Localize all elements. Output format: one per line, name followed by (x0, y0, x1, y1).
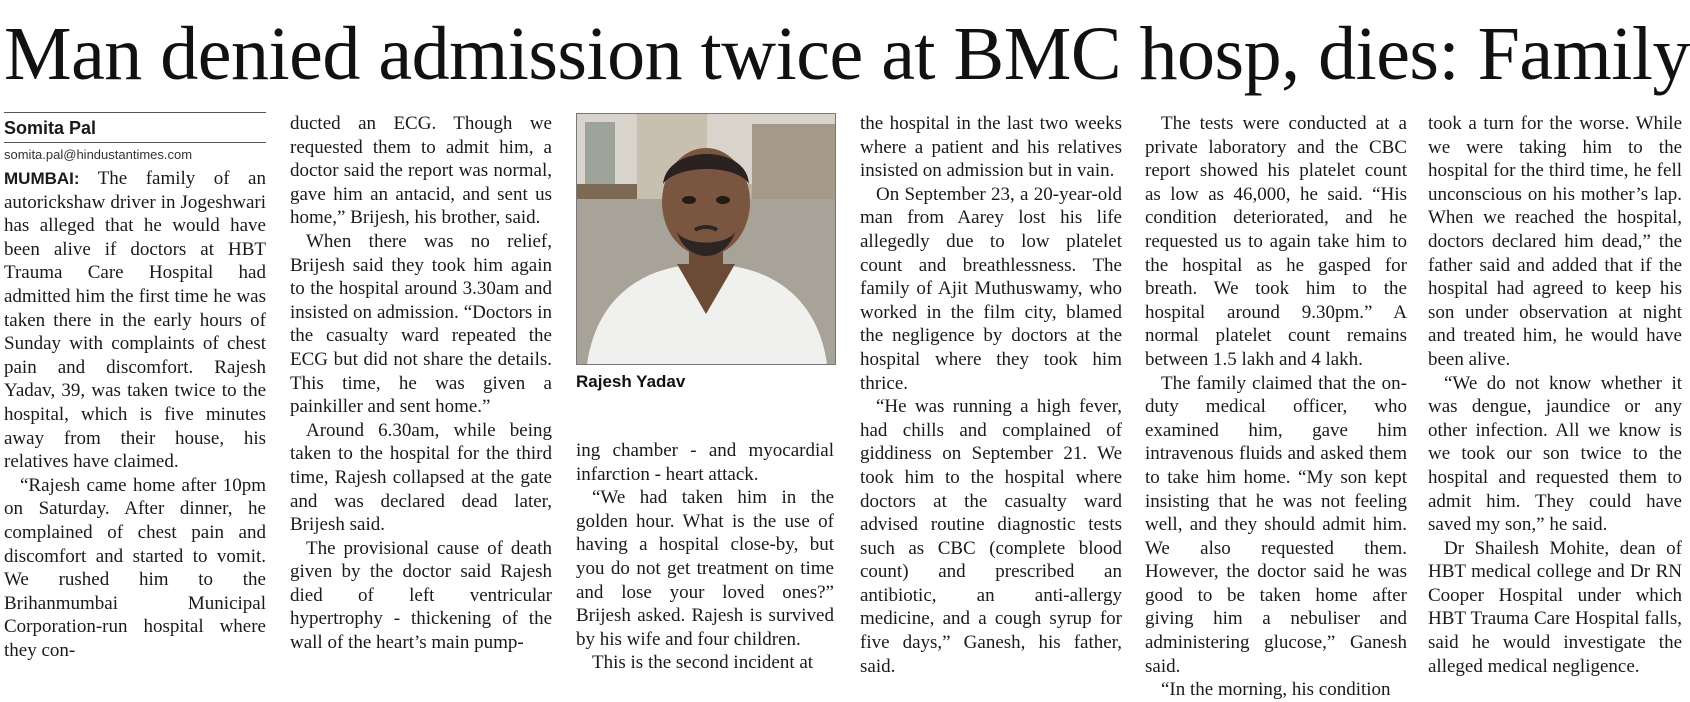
column-3-text (576, 439, 834, 675)
paragraph: took a turn for the worse. While we were taking him to the hospital for the third time, he fell unconscious on his mother’s lap. When we reached the hospital, doctors declared him dead,” the father said and added that if the hospital had agreed to keep his son under observation at night and treated him, he would have been alive. (1428, 113, 1682, 370)
column-4 (860, 112, 1122, 677)
column-6 (1428, 112, 1682, 677)
paragraph: Dr Shailesh Mohite, dean of HBT medical college and Dr RN Cooper Hospital under which HBT Trauma Care Hospital falls, said he would investigate the alleged medical negligence. (1428, 537, 1682, 677)
dateline: MUMBAI: (4, 169, 80, 188)
paragraph: ducted an ECG. Though we requested them to admit him, a doctor said the report was normal, gave him an antacid, and sent us home,” Brijesh, his brother, said. (290, 113, 552, 229)
headline: Man denied admission twice at BMC hosp, dies: Family (4, 12, 1690, 96)
paragraph-text: The family of an autorickshaw driver in Jogeshwari has alleged that he would have been alive if doctors at HBT Trauma Care Hospital had admitted him the first time he was taken there in the early hours of Sunday with complaints of chest pain and discomfort. Rajesh Yadav, 39, was taken twice to the hospital, which is five minutes away from their house, his relatives have claimed. (4, 168, 266, 473)
column-2 (290, 112, 552, 654)
paragraph: This is the second incident at (592, 652, 814, 674)
portrait-photo (576, 113, 836, 365)
paragraph: ing chamber - and myocardial infarction - heart attack. (576, 440, 834, 485)
paragraph: “Rajesh came home after 10pm on Saturday. After dinner, he complained of chest pain and discomfort and started to vomit. We rushed him to the Brihanmumbai Municipal Corporation-run hospital where they con- (4, 474, 266, 661)
byline-email: somita.pal@hindustantimes.com (4, 147, 193, 162)
paragraph: “He was running a high fever, had chills and complained of giddiness on September 21. We took him to the hospital where doctors at the casualty ward advised routine diagnostic tests such as CBC (complete blood count) and prescribed an antibiotic, an anti-allergy medicine, and a cough syrup for five days,” Ganesh, his father, said. (860, 396, 1122, 677)
column-5 (1145, 112, 1407, 701)
paragraph: “We do not know whether it was dengue, jaundice or any other infection. All we know is we took our son twice to the hospital and requested them to admit him. They could have saved my son,” he said. (1428, 372, 1682, 536)
paragraph (4, 167, 266, 474)
paragraph: The provisional cause of death given by the doctor said Rajesh died of left ventricular hypertrophy - thickening of the wall of the heart’s main pump- (290, 537, 552, 654)
paragraph: When there was no relief, Brijesh said they took him again to the hospital around 3.30am and insisted on admission. “Doctors in the casualty ward repeated the ECG but did not share the details. This time, he was given a painkiller and sent home.” (290, 230, 552, 418)
paragraph: “In the morning, his condition (1161, 679, 1391, 701)
column-1-text (4, 167, 266, 662)
paragraph: On September 23, a 20-year-old man from Aarey lost his life allegedly due to low platelet count and breathlessness. The family of Ajit Muthuswamy, who worked in the film city, blamed the negligence by doctors at the hospital where they took him thrice. (860, 183, 1122, 394)
paragraph: the hospital in the last two weeks where a patient and his relatives insisted on admission but in vain. (860, 113, 1122, 182)
paragraph: Around 6.30am, while being taken to the hospital for the third time, Rajesh collapsed at the gate and was declared dead later, Brijesh said. (290, 419, 552, 536)
column-1 (4, 112, 266, 661)
portrait-illustration (577, 114, 835, 364)
paragraph: The family claimed that the on-duty medical officer, who examined him, gave him intravenous fluids and asked them to take him home. “My son kept insisting that he was not feeling well, and they should admit him. We also requested them. However, the doctor said he was good to be taken home after giving him a nebuliser and administering glucose,” Ganesh said. (1145, 372, 1407, 677)
paragraph: The tests were conducted at a private laboratory and the CBC report showed his platelet count as low as 46,000, he said. “His condition deteriorated, and he requested us to again take him to the hospital as he gasped for breath. We took him to the hospital around 9.30pm.” A normal platelet count remains between 1.5 lakh and 4 lakh. (1145, 113, 1407, 370)
byline-author: Somita Pal (4, 118, 97, 138)
photo-caption: Rajesh Yadav (576, 372, 686, 391)
paragraph: “We had taken him in the golden hour. What is the use of having a hospital close-by, but you do not get treatment on time and lose your loved ones?” Brijesh asked. Rajesh is survived by his wife and four children. (576, 487, 834, 650)
